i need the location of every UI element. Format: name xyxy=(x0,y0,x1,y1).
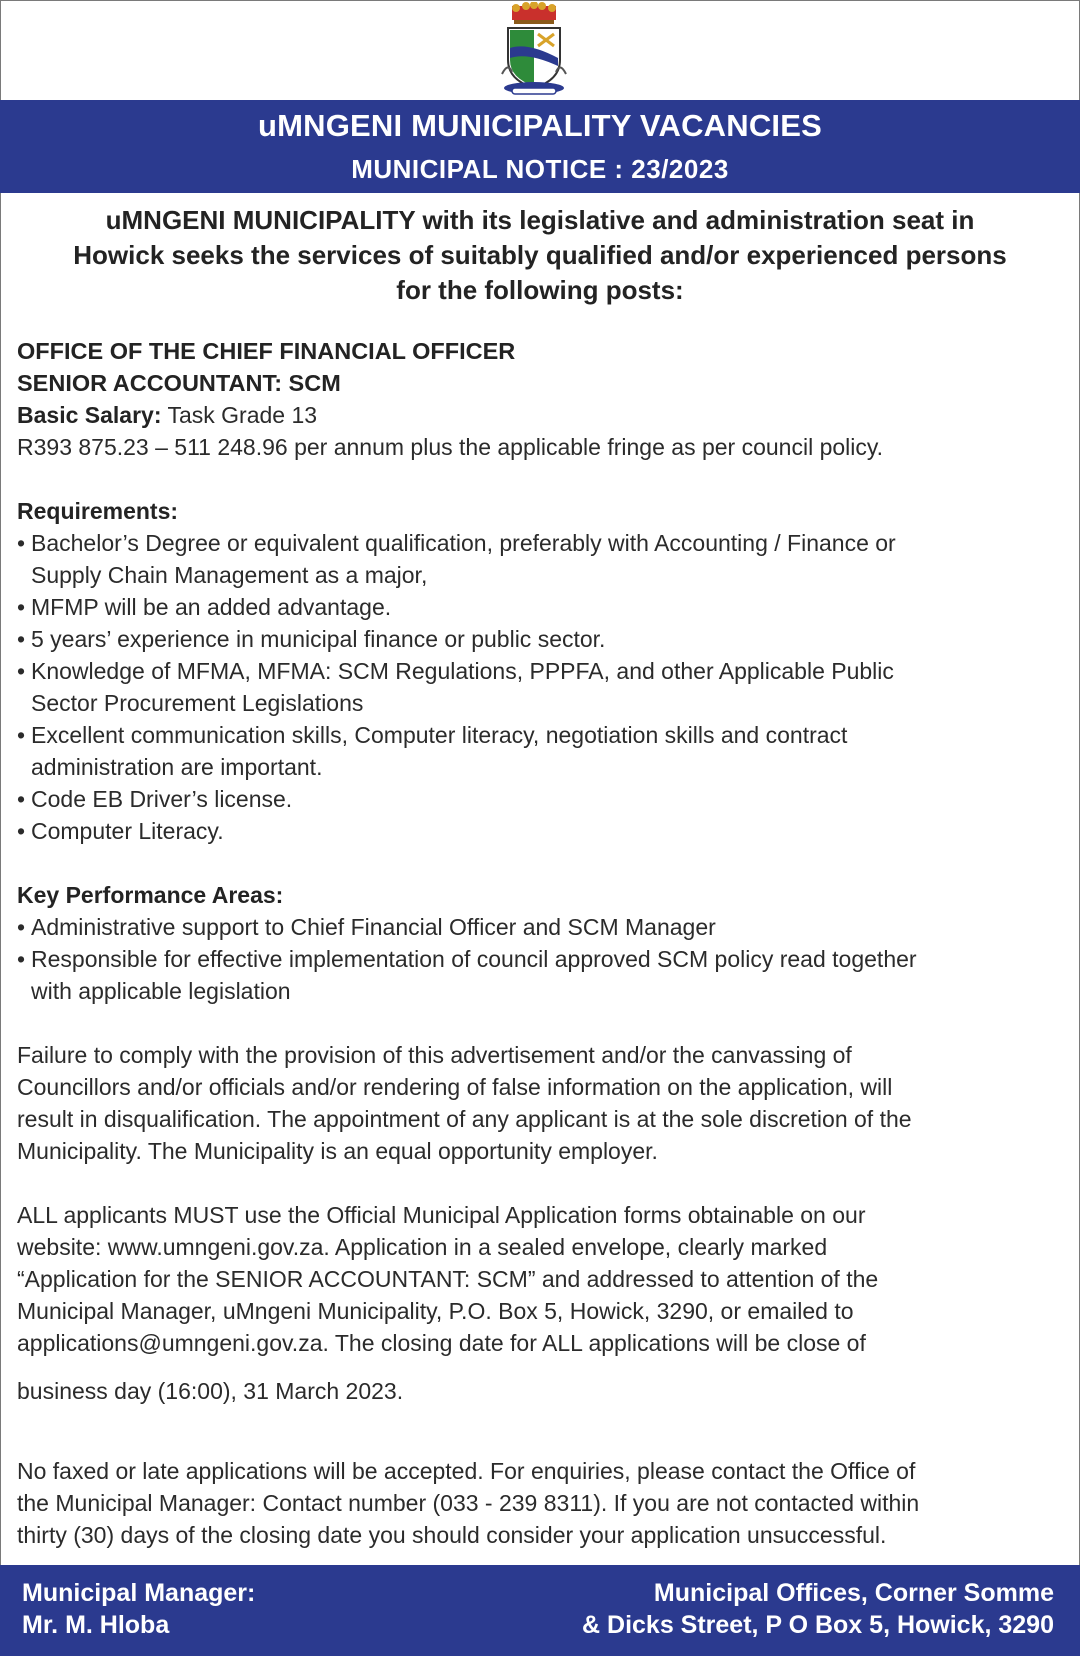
title-banner xyxy=(0,100,1080,193)
notice-body xyxy=(17,335,1067,1551)
paragraph-line: “Application for the SENIOR ACCOUNTANT: SCM” and addressed to attention of the xyxy=(17,1266,879,1292)
post-title: SENIOR ACCOUNTANT: SCM xyxy=(17,370,341,396)
list-item-text: Bachelor’s Degree or equivalent qualification, preferably with Accounting / Finance or xyxy=(31,530,896,556)
bullet-icon: • xyxy=(17,722,26,748)
footer-banner xyxy=(0,1565,1080,1656)
list-item-text: Knowledge of MFMA, MFMA: SCM Regulations, PPPFA, and other Applicable Public xyxy=(31,658,894,684)
municipal-manager-block xyxy=(22,1577,255,1641)
bullet-icon: • xyxy=(17,626,26,652)
bullet-icon: • xyxy=(17,530,26,556)
salary-range: R393 875.23 – 511 248.96 per annum plus the applicable fringe as per council policy. xyxy=(17,434,884,460)
bullet-icon: • xyxy=(17,658,26,684)
paragraph-line: ALL applicants MUST use the Official Municipal Application forms obtainable on our xyxy=(17,1202,866,1228)
requirements-heading: Requirements: xyxy=(17,498,179,524)
application-paragraph xyxy=(17,1199,1067,1407)
list-item xyxy=(17,783,1067,815)
list-item-text: Code EB Driver’s license. xyxy=(31,786,293,812)
list-item-text: MFMP will be an added advantage. xyxy=(31,594,392,620)
salary-line xyxy=(17,399,1067,431)
address-line: Municipal Offices, Corner Somme xyxy=(653,1579,1054,1607)
bullet-icon: • xyxy=(17,914,26,940)
office-heading: OFFICE OF THE CHIEF FINANCIAL OFFICER xyxy=(17,338,516,364)
paragraph-line: thirty (30) days of the closing date you should consider your application unsuccessful. xyxy=(17,1522,887,1548)
list-item-text: Sector Procurement Legislations xyxy=(31,690,364,716)
paragraph-line: the Municipal Manager: Contact number (033 - 239 8311). If you are not contacted within xyxy=(17,1490,920,1516)
manager-label: Municipal Manager: xyxy=(22,1579,256,1607)
crest-area xyxy=(0,0,1080,100)
list-item-text: Administrative support to Chief Financial Officer and SCM Manager xyxy=(31,914,716,940)
paragraph-line: applications@umngeni.gov.za. The closing date for ALL applications will be close of xyxy=(17,1330,866,1356)
list-item xyxy=(17,943,1067,1007)
paragraph-line: website: www.umngeni.gov.za. Application in a sealed envelope, clearly marked xyxy=(17,1234,828,1260)
salary-grade: Task Grade 13 xyxy=(167,402,318,428)
list-item-text: Computer Literacy. xyxy=(31,818,224,844)
bullet-icon: • xyxy=(17,786,26,812)
kpa-heading: Key Performance Areas: xyxy=(17,882,284,908)
requirements-list xyxy=(17,527,1067,847)
paragraph-line: Failure to comply with the provision of this advertisement and/or the canvassing of xyxy=(17,1042,852,1068)
list-item xyxy=(17,591,1067,623)
paragraph-line: business day (16:00), 31 March 2023. xyxy=(17,1378,404,1404)
intro-line: uMNGENI MUNICIPALITY with its legislative and administration seat in xyxy=(105,205,975,235)
list-item xyxy=(17,623,1067,655)
salary-label: Basic Salary: xyxy=(17,402,162,428)
list-item xyxy=(17,719,1067,783)
manager-name: Mr. M. Hloba xyxy=(22,1611,170,1639)
address-line: & Dicks Street, P O Box 5, Howick, 3290 xyxy=(582,1611,1054,1639)
bullet-icon: • xyxy=(17,818,26,844)
intro-statement xyxy=(0,203,1080,308)
notice-number: MUNICIPAL NOTICE : 23/2023 xyxy=(351,154,729,184)
paragraph-line: Municipal Manager, uMngeni Municipality, P.O. Box 5, Howick, 3290, or emailed to xyxy=(17,1298,854,1324)
intro-line: Howick seeks the services of suitably qualified and/or experienced persons xyxy=(73,240,1007,270)
enquiries-paragraph xyxy=(17,1455,1067,1551)
list-item-text: administration are important. xyxy=(31,754,323,780)
list-item xyxy=(17,815,1067,847)
paragraph-line: Municipality. The Municipality is an equal opportunity employer. xyxy=(17,1138,658,1164)
bullet-icon: • xyxy=(17,594,26,620)
paragraph-line: Councillors and/or officials and/or rendering of false information on the application, will xyxy=(17,1074,893,1100)
failure-paragraph xyxy=(17,1039,1067,1167)
list-item-text: Excellent communication skills, Computer literacy, negotiation skills and contract xyxy=(31,722,848,748)
list-item xyxy=(17,655,1067,719)
list-item-text: with applicable legislation xyxy=(31,978,291,1004)
list-item xyxy=(17,527,1067,591)
list-item-text: Responsible for effective implementation of council approved SCM policy read together xyxy=(31,946,917,972)
bullet-icon: • xyxy=(17,946,26,972)
list-item-text: Supply Chain Management as a major, xyxy=(31,562,428,588)
list-item-text: 5 years’ experience in municipal finance or public sector. xyxy=(31,626,606,652)
municipal-crest-icon xyxy=(498,2,570,96)
paragraph-line: result in disqualification. The appointment of any applicant is at the sole discretion of the xyxy=(17,1106,912,1132)
list-item xyxy=(17,911,1067,943)
paragraph-line: No faxed or late applications will be accepted. For enquiries, please contact the Office of xyxy=(17,1458,916,1484)
vacancies-title: uMNGENI MUNICIPALITY VACANCIES xyxy=(257,108,822,143)
intro-line: for the following posts: xyxy=(396,275,684,305)
kpa-list xyxy=(17,911,1067,1007)
office-address-block xyxy=(582,1577,1054,1641)
